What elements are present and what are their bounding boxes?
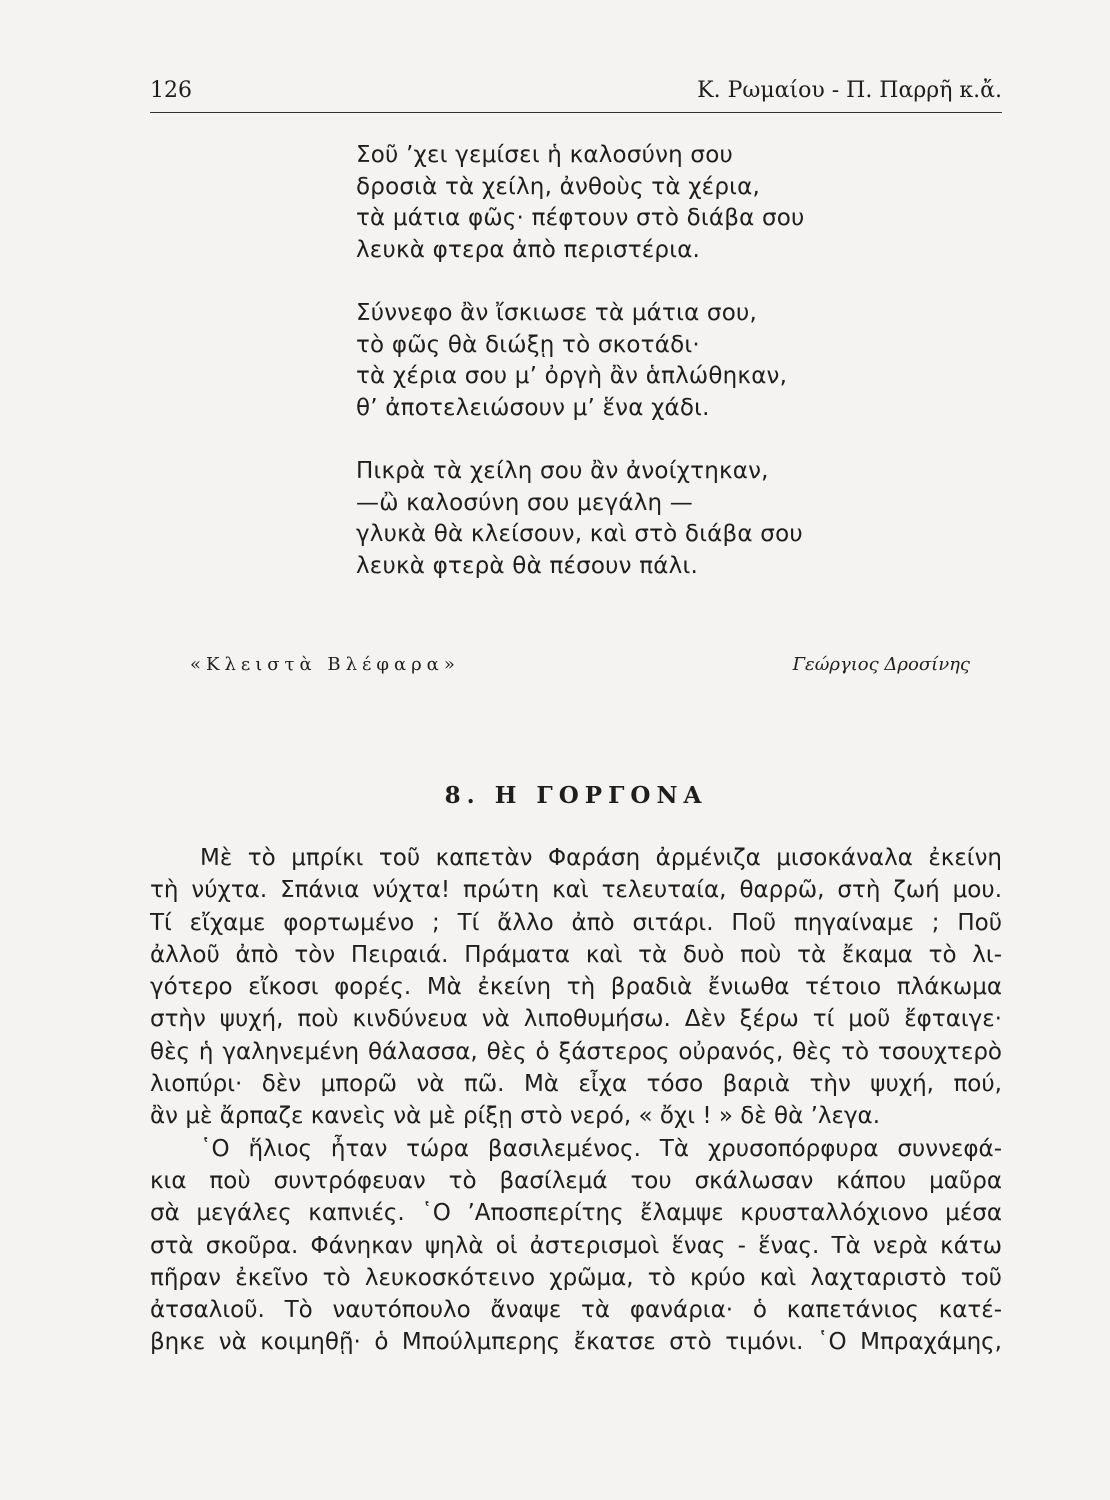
poem-line: τὸ φῶς θὰ διώξῃ τὸ σκοτάδι·	[356, 331, 700, 358]
prose-line: στὰ σκοῦρα. Φάνηκαν ψηλὰ οἱ ἀστερισμοὶ ἕνας - ἕνας. Τὰ νερὰ κάτω	[150, 1232, 1002, 1259]
prose-line: ῾Ο ἥλιος ἦταν τώρα βασιλεμένος. Τὰ χρυσοπόρφυρα συννεφά-	[200, 1135, 1002, 1162]
page-number: 126	[150, 78, 192, 103]
poem-line: τὰ χέρια σου μ’ ὀργὴ ἂν ἁπλώθηκαν,	[356, 363, 788, 389]
prose-line: πῆραν ἐκεῖνο τὸ λευκοσκότεινο χρῶμα, τὸ κρύο καὶ λαχταριστὸ τοῦ	[150, 1264, 1002, 1291]
prose-line: τὴ νύχτα. Σπάνια νύχτα! πρώτη καὶ τελευταία, θαρρῶ, στὴ ζωή μου.	[150, 877, 1002, 904]
prose-line: Τί εἴχαμε φορτωμένο ; Τί ἄλλο ἀπὸ σιτάρι. Ποῦ πηγαίναμε ; Ποῦ	[150, 909, 1002, 936]
prose-body	[150, 842, 1002, 1359]
poem-attribution	[190, 654, 970, 688]
poem-line: Σύννεφο ἂν ἴσκιωσε τὰ μάτια σου,	[356, 300, 758, 326]
poem-line: δροσιὰ τὰ χείλη, ἀνθοὺς τὰ χέρια,	[356, 173, 760, 200]
prose-line: γότερο εἴκοσι φορές. Μὰ ἐκείνη τὴ βραδιὰ ἔνιωθα τέτοιο πλάκωμα	[150, 974, 1002, 1001]
poem-line: θ’ ἀποτελειώσουν μ’ ἕνα χάδι.	[356, 394, 710, 421]
poem-line: λευκὰ φτερὰ θὰ πέσουν πάλι.	[356, 552, 698, 579]
running-title: Κ. Ρωμαίου - Π. Παρρῆ κ.ἄ.	[697, 78, 1002, 103]
poem-line: τὰ μάτια φῶς· πέφτουν στὸ διάβα σου	[356, 205, 805, 231]
poem-stanza	[356, 456, 976, 582]
prose-line: ἀτσαλιοῦ. Τὸ ναυτόπουλο ἄναψε τὰ φανάρια· ὁ καπετάνιος κατέ-	[150, 1297, 1002, 1324]
prose-line: στὴν ψυχή, ποὺ κινδύνευα νὰ λιποθυμήσω. Δὲν ξέρω τί μοῦ ἔφταιγε·	[150, 1006, 1002, 1033]
poem-stanza	[356, 298, 976, 424]
prose-line: λιοπύρι· δὲν μπορῶ νὰ πῶ. Μὰ εἶχα τόσο βαριὰ τὴν ψυχή, πού,	[150, 1071, 1002, 1098]
prose-line: βηκε νὰ κοιμηθῇ· ὁ Μπούλμπερης ἔκατσε στὸ τιμόνι. ῾Ο Μπραχάμης,	[150, 1329, 1002, 1356]
poem-stanza	[356, 140, 976, 266]
prose-line: θὲς ἡ γαληνεμένη θάλασσα, θὲς ὁ ξάστερος οὐρανός, θὲς τὸ τσουχτερὸ	[150, 1038, 1002, 1065]
running-head	[150, 78, 1002, 110]
header-rule	[150, 112, 1002, 113]
poem-line: Σοῦ ’χει γεμίσει ἡ καλοσύνη σου	[356, 142, 733, 168]
prose-line: ἀλλοῦ ἀπὸ τὸν Πειραιά. Πράματα καὶ τὰ δυὸ ποὺ τὰ ἔκαμα τὸ λι-	[150, 941, 1002, 968]
poem-line: γλυκὰ θὰ κλείσουν, καὶ στὸ διάβα σου	[356, 521, 803, 547]
poem	[356, 140, 976, 614]
prose-line: κια ποὺ συντρόφευαν τὸ βασίλεμά του σκάλωσαν κάπου μαῦρα	[150, 1167, 1002, 1194]
poem-line: —ὢ καλοσύνη σου μεγάλη —	[356, 489, 693, 516]
prose-line: ἂν μὲ ἄρπαζε κανεὶς νὰ μὲ ρίξῃ στὸ νερό, « ὄχι ! » δὲ θὰ ’λεγα.	[150, 1103, 881, 1130]
prose-line: Μὲ τὸ μπρίκι τοῦ καπετὰν Φαράση ἀρμένιζα μισοκάναλα ἐκείνη	[200, 845, 1002, 871]
poem-line: Πικρὰ τὰ χείλη σου ἂν ἀνοίχτηκαν,	[356, 458, 769, 484]
prose-line: σὰ μεγάλες καπνιές. ῾Ο ’Αποσπερίτης ἔλαμψε κρυσταλλόχιονο μέσα	[150, 1200, 1002, 1227]
poem-line: λευκὰ φτερα ἀπὸ περιστέρια.	[356, 236, 701, 263]
poem-author: Γεώργιος Δροσίνης	[792, 654, 970, 675]
poem-source-title: «Κλειστὰ Βλέφαρα»	[190, 654, 460, 675]
chapter-heading: 8. Η ΓΟΡΓΟΝΑ	[444, 782, 708, 809]
